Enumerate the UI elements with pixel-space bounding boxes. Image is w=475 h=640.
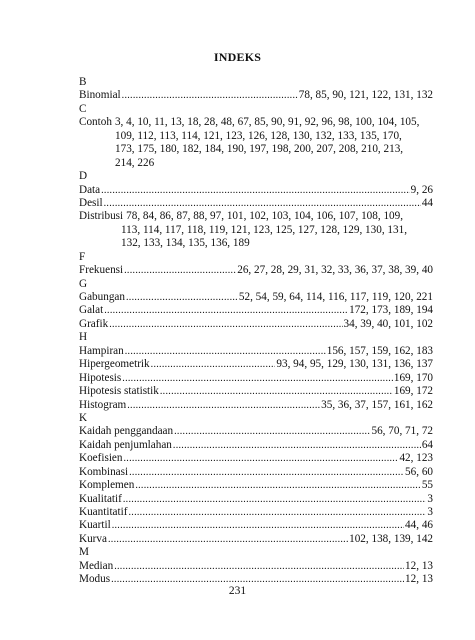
index-entry-line	[79, 224, 433, 237]
index-pages: 3	[427, 492, 433, 505]
index-pages: 12, 13	[405, 559, 433, 572]
index-term: Hipotesis statistik	[79, 385, 159, 398]
index-entry	[79, 533, 433, 546]
index-pages: 56, 60	[405, 465, 433, 478]
section-letter: G	[79, 277, 88, 290]
index-entry	[79, 466, 433, 479]
index-pages: 109, 112, 113, 114, 121, 123, 126, 128, 130, 132, 133, 135, 170,	[115, 129, 402, 142]
index-term: Hipergeometrik	[79, 358, 150, 371]
dot-leader	[122, 372, 393, 385]
index-entry	[79, 493, 433, 506]
index-pages: 3	[427, 506, 433, 518]
index-entry	[79, 372, 433, 385]
dot-leader	[173, 439, 421, 452]
index-pages: 173, 175, 180, 182, 184, 190, 197, 198, 200, 207, 208, 210, 213,	[115, 143, 404, 156]
index-pages: 55	[421, 479, 433, 492]
dot-leader	[129, 466, 404, 479]
index-term: Histogram	[79, 398, 127, 411]
dot-leader	[128, 506, 426, 519]
index-entry-line	[79, 116, 433, 129]
index-entry	[79, 318, 433, 331]
index-entry	[79, 184, 433, 197]
dot-leader	[123, 493, 427, 506]
index-term: Kaidah penggandaan	[79, 425, 174, 438]
index-entry-line	[79, 237, 433, 250]
index-pages: 156, 157, 159, 162, 183	[326, 344, 433, 357]
index-term: Hampiran	[79, 344, 124, 357]
index-term: Kuartil	[79, 519, 111, 532]
index-entry-line	[79, 130, 433, 143]
index-entry	[79, 358, 433, 371]
index-term: Modus	[79, 573, 111, 586]
dot-leader	[122, 89, 298, 102]
index-pages: 169, 170	[393, 371, 433, 384]
dot-leader	[109, 318, 342, 331]
index-entry	[79, 304, 433, 317]
section-letter: C	[79, 102, 87, 115]
dot-leader	[135, 479, 421, 492]
dot-leader	[124, 264, 236, 277]
page-title: INDEKS	[213, 50, 262, 64]
index-pages: 34, 39, 40, 101, 102	[343, 317, 433, 330]
index-pages: 44	[421, 196, 433, 209]
dot-leader	[126, 291, 238, 304]
index-term: Komplemen	[79, 479, 135, 492]
index-term: Koefisien	[79, 452, 123, 465]
index-entry	[79, 264, 433, 277]
index-pages: 78, 85, 90, 121, 122, 131, 132	[298, 89, 433, 102]
dot-leader	[112, 519, 404, 532]
index-pages: 214, 226	[115, 156, 155, 169]
index-entry	[79, 89, 433, 102]
index-term: Kualitatif	[79, 492, 122, 505]
index-term: Distribusi	[79, 210, 124, 223]
index-term: Grafik	[79, 317, 109, 330]
index-pages: 102, 138, 139, 142	[349, 532, 433, 545]
index-pages: 44, 46	[405, 519, 433, 532]
index-entry-line	[79, 210, 433, 223]
index-entry	[79, 519, 433, 532]
section-letter: F	[79, 250, 86, 263]
index-term: Kaidah penjumlahan	[79, 438, 172, 451]
section-letter: M	[79, 546, 89, 559]
dot-leader	[174, 425, 370, 438]
dot-leader	[104, 304, 348, 317]
dot-leader	[125, 345, 326, 358]
section-letter: D	[79, 170, 88, 183]
index-entry-line	[79, 143, 433, 156]
dot-leader	[124, 452, 399, 465]
dot-leader	[108, 533, 348, 546]
index-term: Kurva	[79, 532, 107, 545]
section-letter: H	[79, 331, 88, 344]
dot-leader	[151, 358, 276, 371]
index-entry	[79, 560, 433, 573]
index-term: Frekuensi	[79, 264, 124, 277]
index-entry	[79, 452, 433, 465]
section-letter: B	[79, 76, 87, 88]
index-entry	[79, 197, 433, 210]
section-letter: K	[79, 411, 88, 424]
index-pages: 9, 26	[410, 183, 433, 196]
index-term: Galat	[79, 304, 104, 317]
index-pages: 52, 54, 59, 64, 114, 116, 117, 119, 120, 221	[238, 291, 433, 303]
index-pages: 3, 4, 10, 11, 13, 18, 28, 48, 67, 85, 90, 91, 92, 96, 98, 100, 104, 105,	[114, 116, 420, 129]
dot-leader	[127, 399, 320, 412]
dot-leader	[101, 184, 410, 197]
index-entry	[79, 385, 433, 398]
index-term: Binomial	[79, 89, 121, 102]
index-entry	[79, 345, 433, 358]
index-entry	[79, 506, 433, 519]
index-term: Hipotesis	[79, 371, 122, 384]
index-entry	[79, 425, 433, 438]
index-pages: 113, 114, 117, 118, 119, 121, 123, 125, 127, 128, 129, 130, 131,	[121, 223, 408, 236]
index-term: Contoh	[79, 116, 112, 129]
index-pages: 56, 70, 71, 72	[371, 425, 433, 438]
index-pages: 12, 13	[405, 573, 433, 586]
index-pages: 35, 36, 37, 157, 161, 162	[321, 398, 433, 411]
index-entry	[79, 399, 433, 412]
index-term: Kombinasi	[79, 465, 129, 478]
index-term: Median	[79, 559, 114, 572]
index-pages: 169, 172	[393, 385, 433, 398]
index-pages: 78, 84, 86, 87, 88, 97, 101, 102, 103, 104, 106, 107, 108, 109,	[126, 210, 404, 223]
index-pages: 172, 173, 189, 194	[349, 304, 433, 317]
index-entry	[79, 291, 433, 304]
index-entry-line	[79, 157, 433, 170]
index-list	[79, 76, 433, 587]
dot-leader	[160, 385, 393, 398]
index-pages: 93, 94, 95, 129, 130, 131, 136, 137	[276, 358, 433, 371]
index-pages: 42, 123	[399, 452, 433, 465]
dot-leader	[104, 197, 421, 210]
dot-leader	[114, 560, 404, 573]
index-term: Desil	[79, 196, 103, 209]
index-entry	[79, 479, 433, 492]
index-pages: 26, 27, 28, 29, 31, 32, 33, 36, 37, 38, 39, 40	[237, 264, 433, 277]
index-term: Kuantitatif	[79, 506, 128, 518]
page-number: 231	[228, 585, 247, 597]
index-term: Gabungan	[79, 291, 125, 303]
index-pages: 132, 133, 134, 135, 136, 189	[121, 237, 250, 250]
index-entry	[79, 439, 433, 452]
index-pages: 64	[421, 438, 433, 451]
index-term: Data	[79, 183, 101, 196]
